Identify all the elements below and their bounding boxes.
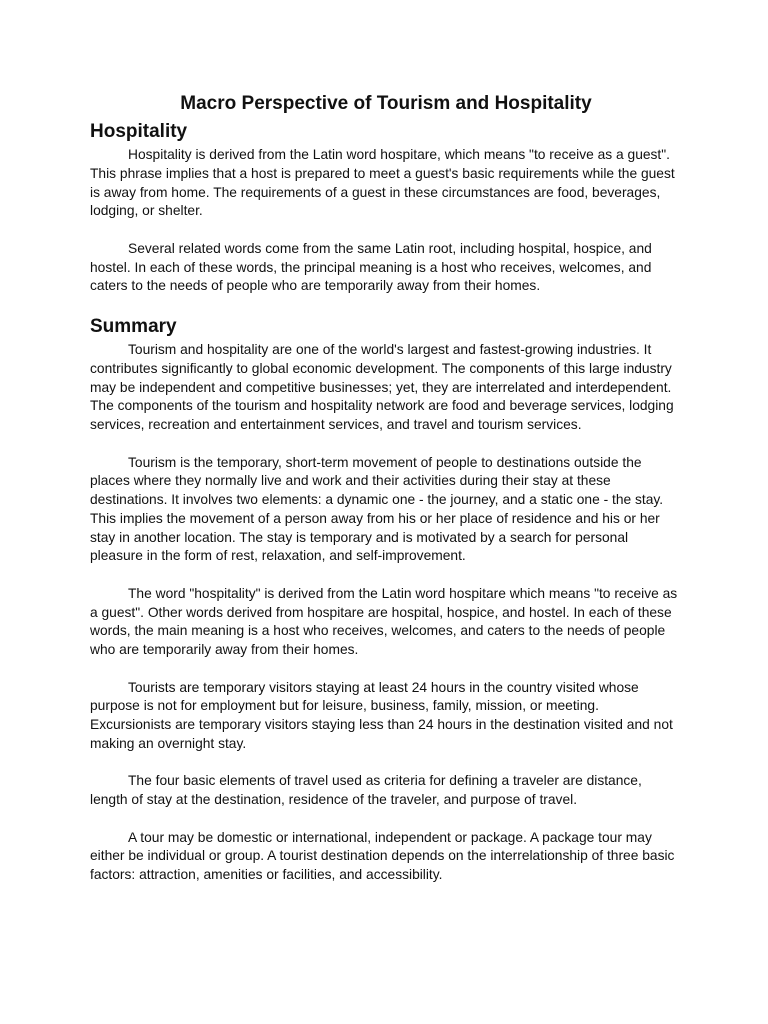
paragraph: The four basic elements of travel used as criteria for defining a traveler are distance, length of stay at the destination, residence of the traveler, and purpose of travel.	[90, 773, 642, 807]
paragraph: A tour may be domestic or international, independent or package. A package tour may either be individual or group. A tourist destination depends on the interrelationship of three basic factors: attraction, amenities or facilities, and accessibility.	[90, 829, 675, 882]
paragraph: Hospitality is derived from the Latin word hospitare, which means "to receive as a guest". This phrase implies that a host is prepared to meet a guest's basic requirements while the guest is away from home. The requirements of a guest in these circumstances are food, beverages, lodging, or shelter.	[90, 147, 675, 219]
paragraph: The word "hospitality" is derived from the Latin word hospitare which means "to receive as a guest". Other words derived from hospitare are hospital, hospice, and hostel. In each of these words, the main meaning is a host who receives, welcomes, and caters to the needs of people who are temporarily away from their homes.	[90, 585, 678, 657]
paragraph: Several related words come from the same Latin root, including hospital, hospice, and hostel. In each of these words, the principal meaning is a host who receives, welcomes, and caters to the needs of people who are temporarily away from their homes.	[90, 240, 652, 294]
document-page	[90, 90, 682, 885]
section-heading-hospitality: Hospitality	[90, 121, 188, 142]
section-hospitality	[90, 118, 682, 296]
section-heading-summary: Summary	[90, 316, 177, 337]
paragraph: Tourists are temporary visitors staying at least 24 hours in the country visited whose purpose is not for employment but for leisure, business, family, mission, or meeting. Excursionists are temporary visitors staying less than 24 hours in the destination visited and not making an overnight stay.	[90, 679, 673, 751]
page-title: Macro Perspective of Tourism and Hospitality	[180, 93, 592, 114]
paragraph: Tourism and hospitality are one of the world's largest and fastest-growing industries. It contributes significantly to global economic development. The components of this large industry may be independent and competitive businesses; yet, they are interrelated and interdependent. The components of the tourism and hospitality network are food and beverage services, lodging services, recreation and entertainment services, and travel and tourism services.	[90, 342, 674, 432]
paragraph: Tourism is the temporary, short-term movement of people to destinations outside the places where they normally live and work and their activities during their stay at these destinations. It involves two elements: a dynamic one - the journey, and a static one - the stay. This implies the movement of a person away from his or her place of residence and his or her stay in another location. The stay is temporary and is motivated by a search for personal pleasure in the form of rest, relaxation, and self-improvement.	[90, 454, 664, 564]
section-summary	[90, 313, 682, 885]
